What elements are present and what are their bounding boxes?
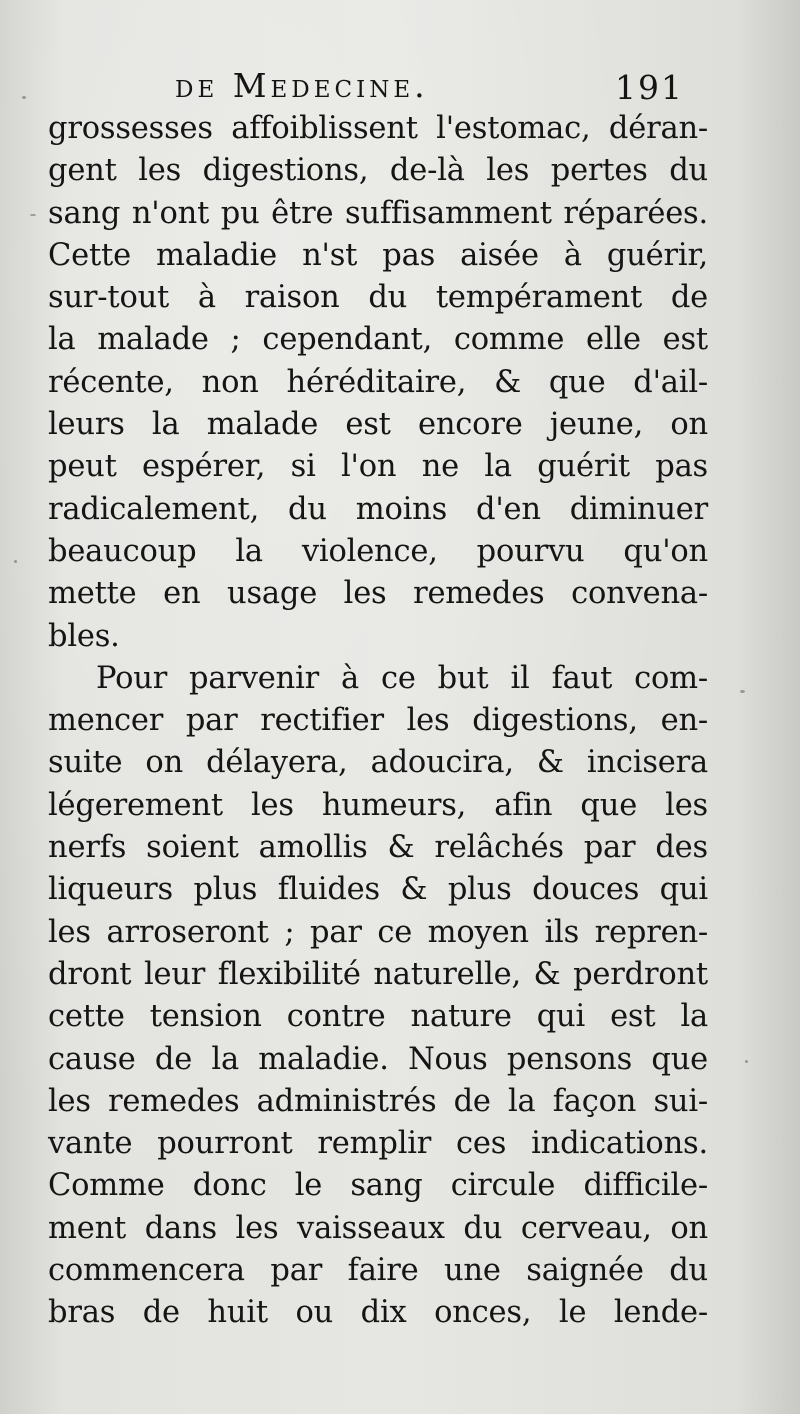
text-line: cause de la maladie. Nous pensons que <box>48 1041 708 1077</box>
text-line: commencera par faire une saignée du <box>48 1253 708 1289</box>
text-line: gent les digestions, de-là les pertes du <box>48 153 708 189</box>
text-line: peut espérer, si l'on ne la guérit pas <box>48 449 708 485</box>
body-text <box>48 108 708 1335</box>
running-head-title: de Medecine. <box>175 66 429 105</box>
text-line: leurs la malade est encore jeune, on <box>48 407 708 443</box>
text-line: sur-tout à raison du tempérament de <box>48 280 708 316</box>
text-line: ment dans les vaisseaux du cerveau, on <box>48 1210 708 1246</box>
text-line: la malade ; cependant, comme elle est <box>48 322 708 358</box>
text-line: Comme donc le sang circule difficile- <box>48 1168 708 1204</box>
page-number: 191 <box>615 68 684 107</box>
text-line: dront leur flexibilité naturelle, & perdront <box>48 956 708 992</box>
text-line: radicalement, du moins d'en diminuer <box>48 491 708 527</box>
text-line: bras de huit ou dix onces, le lende- <box>48 1295 708 1331</box>
ink-speck <box>14 560 17 563</box>
ink-speck <box>745 1060 748 1063</box>
text-line: beaucoup la violence, pourvu qu'on <box>48 533 708 569</box>
text-line: Pour parvenir à ce but il faut com- <box>96 660 708 696</box>
text-line: les arroseront ; par ce moyen ils repren- <box>48 914 708 950</box>
text-line: mette en usage les remedes convena- <box>48 576 708 612</box>
text-line: grossesses affoiblissent l'estomac, déran- <box>48 111 708 146</box>
text-line: vante pourront remplir ces indications. <box>48 1126 708 1162</box>
ink-speck <box>30 214 36 216</box>
text-line: les remedes administrés de la façon sui- <box>48 1083 708 1119</box>
text-line: nerfs soient amollis & relâchés par des <box>48 830 708 866</box>
text-line: suite on délayera, adoucira, & incisera <box>48 745 708 781</box>
text-line: cette tension contre nature qui est la <box>48 999 708 1035</box>
text-line: Cette maladie n'st pas aisée à guérir, <box>48 237 708 273</box>
text-line: bles. <box>48 618 120 654</box>
text-line: liqueurs plus fluides & plus douces qui <box>48 872 708 908</box>
text-line: légerement les humeurs, afin que les <box>48 787 708 823</box>
text-line: mencer par rectifier les digestions, en- <box>48 703 708 739</box>
ink-speck <box>740 690 745 693</box>
text-line: sang n'ont pu être suffisamment réparées. <box>48 195 708 231</box>
text-line: récente, non héréditaire, & que d'ail- <box>48 364 708 400</box>
